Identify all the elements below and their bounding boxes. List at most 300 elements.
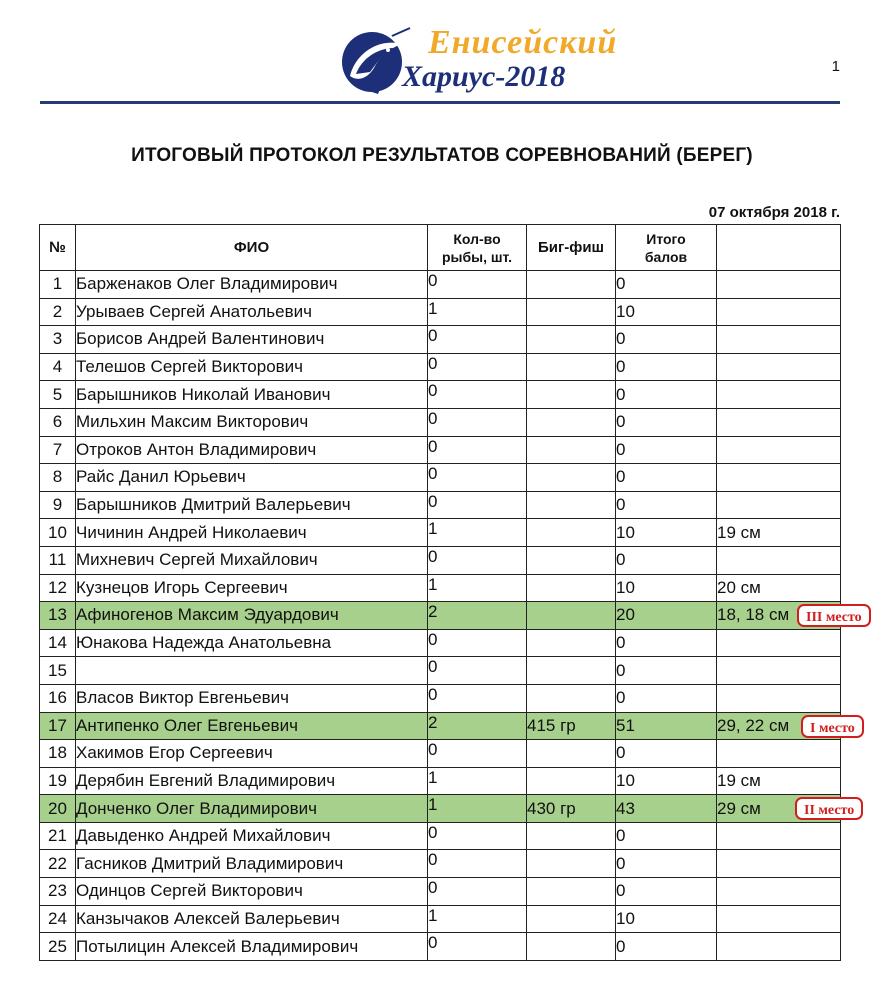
col-header-num: № (40, 225, 76, 271)
total-points-text: 0 (616, 936, 626, 956)
bigfish-weight (527, 464, 616, 492)
total-points-text: 0 (616, 274, 626, 294)
fish-count (428, 298, 527, 326)
participant-name (76, 657, 428, 685)
total-points-text: 10 (616, 522, 635, 542)
row-num-text: 12 (48, 577, 67, 597)
row-num (40, 602, 76, 630)
row-num (40, 326, 76, 354)
fish-count-text: 0 (428, 684, 438, 704)
fish-count (428, 408, 527, 436)
bigfish-weight (527, 905, 616, 933)
fish-sizes-text: 20 см (717, 577, 761, 597)
table-row (40, 436, 841, 464)
participant-name-text: Афиногенов Максим Эдуардович (76, 605, 339, 625)
row-num (40, 381, 76, 409)
bigfish-weight (527, 381, 616, 409)
fish-count (428, 546, 527, 574)
col-header-bigfish: Биг-фиш (527, 225, 616, 271)
table-row (40, 712, 841, 740)
fish-count-text: 1 (428, 767, 438, 787)
table-row (40, 464, 841, 492)
fish-sizes (717, 629, 841, 657)
place-badge: I место (801, 715, 864, 738)
participant-name (76, 629, 428, 657)
row-num-text: 5 (52, 384, 63, 404)
participant-name-text: Давыденко Андрей Михайлович (76, 826, 331, 846)
bigfish-weight (527, 519, 616, 547)
fish-sizes (717, 740, 841, 768)
fish-sizes-text: 29 см (717, 798, 761, 818)
fish-count-text: 0 (428, 933, 438, 953)
table-row (40, 657, 841, 685)
fish-sizes-text: 29, 22 см (717, 715, 790, 735)
total-points-text: 0 (616, 743, 626, 763)
total-points-text: 0 (616, 439, 626, 459)
participant-name-text: Канзычаков Алексей Валерьевич (76, 908, 340, 928)
fish-count-text: 0 (428, 822, 438, 842)
participant-name (76, 381, 428, 409)
participant-name (76, 684, 428, 712)
total-points-text: 0 (616, 633, 626, 653)
fish-count-text: 1 (428, 795, 438, 815)
fish-sizes-text: 18, 18 см (717, 605, 790, 625)
participant-name-text: Чичинин Андрей Николаевич (76, 522, 307, 542)
total-points-text: 0 (616, 384, 626, 404)
row-num (40, 850, 76, 878)
table-row (40, 684, 841, 712)
fish-count (428, 491, 527, 519)
row-num-text: 11 (48, 550, 67, 570)
fish-count-text: 2 (428, 712, 438, 732)
row-num (40, 574, 76, 602)
row-num-text: 3 (52, 329, 63, 349)
place-badge: III место (797, 604, 871, 627)
row-num-text: 1 (52, 274, 63, 294)
fish-count-text: 0 (428, 436, 438, 456)
participant-name (76, 933, 428, 961)
table-row (40, 767, 841, 795)
table-row (40, 353, 841, 381)
fish-count (428, 712, 527, 740)
table-header-row (40, 225, 841, 271)
participant-name (76, 326, 428, 354)
bigfish-weight (527, 657, 616, 685)
bigfish-weight (527, 712, 616, 740)
row-num-text: 10 (48, 522, 67, 542)
results-table (39, 224, 862, 961)
table-row (40, 519, 841, 547)
row-num-text: 20 (48, 798, 67, 818)
fish-count-text: 0 (428, 657, 438, 677)
participant-name-text: Кузнецов Игорь Сергеевич (76, 577, 288, 597)
participant-name-text: Гасников Дмитрий Владимирович (76, 853, 344, 873)
col-header-total-line1: Итого (646, 230, 686, 247)
total-points-text: 10 (616, 301, 635, 321)
row-num-text: 2 (52, 301, 63, 321)
row-num (40, 712, 76, 740)
total-points-text: 10 (616, 770, 635, 790)
total-points-text: 0 (616, 495, 626, 515)
col-header-count-line2: рыбы, шт. (441, 248, 513, 265)
fish-count-text: 0 (428, 491, 438, 511)
total-points (616, 878, 717, 906)
fish-sizes (717, 933, 841, 961)
fish-sizes (717, 436, 841, 464)
bigfish-weight (527, 353, 616, 381)
row-num (40, 408, 76, 436)
participant-name (76, 905, 428, 933)
fish-count (428, 574, 527, 602)
row-num (40, 519, 76, 547)
table-row (40, 408, 841, 436)
table-row (40, 850, 841, 878)
total-points (616, 905, 717, 933)
participant-name-text: Донченко Олег Владимирович (76, 798, 317, 818)
participant-name (76, 878, 428, 906)
col-header-total-line2: балов (644, 248, 688, 265)
table-row (40, 491, 841, 519)
total-points (616, 822, 717, 850)
total-points (616, 491, 717, 519)
fish-count-text: 0 (428, 326, 438, 346)
total-points-text: 0 (616, 550, 626, 570)
participant-name-text: Потылицин Алексей Владимирович (76, 936, 359, 956)
row-num (40, 271, 76, 299)
fish-count-text: 1 (428, 905, 438, 925)
fish-count (428, 381, 527, 409)
participant-name (76, 298, 428, 326)
fish-count-text: 0 (428, 629, 438, 649)
fish-sizes (717, 767, 841, 795)
participant-name-text: Одинцов Сергей Викторович (76, 881, 303, 901)
total-points (616, 933, 717, 961)
fish-count (428, 519, 527, 547)
fish-count (428, 933, 527, 961)
row-num (40, 657, 76, 685)
fish-count-text: 1 (428, 298, 438, 318)
row-num-text: 7 (52, 439, 63, 459)
fish-count (428, 850, 527, 878)
fish-count-text: 0 (428, 740, 438, 760)
fish-sizes (717, 408, 841, 436)
total-points-text: 20 (616, 605, 635, 625)
row-num (40, 436, 76, 464)
participant-name (76, 712, 428, 740)
row-num (40, 464, 76, 492)
logo-line-1: Енисейский (428, 24, 618, 61)
table-row (40, 271, 841, 299)
fish-sizes (717, 298, 841, 326)
fish-sizes (717, 271, 841, 299)
bigfish-weight (527, 602, 616, 630)
protocol-date: 07 октября 2018 г. (708, 204, 840, 221)
participant-name-text: Урываев Сергей Анатольевич (76, 301, 312, 321)
total-points (616, 408, 717, 436)
fish-sizes (717, 795, 855, 823)
participant-name-text: Дерябин Евгений Владимирович (76, 770, 336, 790)
total-points (616, 767, 717, 795)
fish-count-text: 1 (428, 519, 438, 539)
participant-name (76, 353, 428, 381)
bigfish-weight (527, 574, 616, 602)
row-num (40, 933, 76, 961)
fish-count (428, 271, 527, 299)
fish-count (428, 602, 527, 630)
fish-count (428, 464, 527, 492)
participant-name-text: Антипенко Олег Евгеньевич (76, 715, 298, 735)
fish-sizes (717, 519, 841, 547)
participant-name-text: Власов Виктор Евгеньевич (76, 688, 290, 708)
row-num-text: 14 (48, 633, 67, 653)
total-points (616, 602, 717, 630)
total-points-text: 0 (616, 688, 626, 708)
col-header-total (616, 225, 717, 271)
row-num-text: 16 (48, 688, 67, 708)
participant-name-text: Райс Данил Юрьевич (76, 467, 246, 487)
table-row (40, 629, 841, 657)
total-points (616, 795, 717, 823)
fish-sizes (717, 684, 841, 712)
total-points (616, 574, 717, 602)
participant-name (76, 850, 428, 878)
row-num-text: 6 (52, 412, 63, 432)
table-row (40, 546, 841, 574)
row-num-text: 23 (48, 881, 67, 901)
fish-count (428, 326, 527, 354)
logo-line-2: Хариус-2018 (402, 60, 566, 93)
table-row (40, 905, 841, 933)
total-points-text: 0 (616, 660, 626, 680)
row-num (40, 905, 76, 933)
total-points (616, 298, 717, 326)
row-num-text: 19 (48, 770, 67, 790)
row-num (40, 546, 76, 574)
row-num (40, 740, 76, 768)
row-num-text: 9 (52, 495, 63, 515)
table-row (40, 326, 841, 354)
fish-count-text: 0 (428, 850, 438, 870)
bigfish-weight (527, 933, 616, 961)
participant-name (76, 436, 428, 464)
bigfish-weight (527, 546, 616, 574)
fish-sizes (717, 326, 841, 354)
total-points (616, 740, 717, 768)
place-badge: II место (795, 797, 863, 820)
fish-sizes (717, 905, 841, 933)
page-title: ИТОГОВЫЙ ПРОТОКОЛ РЕЗУЛЬТАТОВ СОРЕВНОВАНИЙ (БЕРЕГ) (131, 145, 753, 166)
row-num (40, 878, 76, 906)
col-header-extra (717, 225, 841, 271)
total-points-text: 51 (616, 715, 635, 735)
participant-name-text: Юнакова Надежда Анатольевна (76, 633, 332, 653)
bigfish-weight (527, 822, 616, 850)
total-points-text: 0 (616, 329, 626, 349)
total-points (616, 850, 717, 878)
fish-sizes (717, 657, 841, 685)
fish-count (428, 795, 527, 823)
fish-count (428, 767, 527, 795)
fish-count (428, 878, 527, 906)
total-points-text: 0 (616, 357, 626, 377)
row-num (40, 629, 76, 657)
fish-sizes (717, 602, 862, 630)
total-points-text: 0 (616, 881, 626, 901)
fish-sizes (717, 712, 855, 740)
row-num-text: 22 (48, 853, 67, 873)
row-num-text: 25 (48, 936, 67, 956)
participant-name-text: Хакимов Егор Сергеевич (76, 743, 273, 763)
bigfish-weight-text: 430 гр (527, 798, 576, 818)
bigfish-weight (527, 850, 616, 878)
col-header-count-line1: Кол-во (453, 230, 501, 247)
fish-count (428, 822, 527, 850)
row-num-text: 4 (52, 357, 63, 377)
participant-name (76, 767, 428, 795)
total-points (616, 271, 717, 299)
row-num-text: 8 (52, 467, 63, 487)
participant-name (76, 546, 428, 574)
fish-sizes-text: 19 см (717, 522, 761, 542)
row-num (40, 767, 76, 795)
participant-name-text: Отроков Антон Владимирович (76, 439, 317, 459)
fish-sizes-text: 19 см (717, 770, 761, 790)
table-row (40, 298, 841, 326)
table-row (40, 602, 841, 630)
fish-sizes (717, 464, 841, 492)
bigfish-weight (527, 491, 616, 519)
row-num (40, 298, 76, 326)
col-header-name: ФИО (76, 225, 428, 271)
row-num (40, 822, 76, 850)
table-row (40, 933, 841, 961)
row-num (40, 684, 76, 712)
row-num-text: 17 (48, 715, 67, 735)
row-num (40, 491, 76, 519)
total-points-text: 0 (616, 826, 626, 846)
fish-sizes (717, 353, 841, 381)
table-row (40, 878, 841, 906)
table-row (40, 795, 841, 823)
fish-count-text: 0 (428, 353, 438, 373)
participant-name-text: Борисов Андрей Валентинович (76, 329, 325, 349)
total-points (616, 657, 717, 685)
total-points (616, 381, 717, 409)
fish-count-text: 0 (428, 381, 438, 401)
fish-sizes (717, 574, 841, 602)
total-points-text: 0 (616, 467, 626, 487)
header-divider (40, 101, 840, 104)
total-points (616, 519, 717, 547)
total-points-text: 0 (616, 853, 626, 873)
participant-name (76, 795, 428, 823)
table-row (40, 740, 841, 768)
participant-name-text: Барышников Дмитрий Валерьевич (76, 495, 351, 515)
col-header-count (428, 225, 527, 271)
row-num-text: 18 (48, 743, 67, 763)
event-logo (336, 22, 616, 100)
bigfish-weight (527, 878, 616, 906)
total-points (616, 629, 717, 657)
bigfish-weight (527, 271, 616, 299)
total-points-text: 10 (616, 577, 635, 597)
participant-name (76, 408, 428, 436)
fish-count (428, 436, 527, 464)
fish-count (428, 353, 527, 381)
fish-count-text: 0 (428, 408, 438, 428)
bigfish-weight (527, 326, 616, 354)
total-points (616, 684, 717, 712)
row-num (40, 795, 76, 823)
fish-count (428, 629, 527, 657)
fish-sizes (717, 546, 841, 574)
participant-name (76, 822, 428, 850)
total-points (616, 436, 717, 464)
table-row (40, 822, 841, 850)
table-row (40, 381, 841, 409)
participant-name (76, 519, 428, 547)
fish-sizes (717, 878, 841, 906)
page-number: 1 (831, 58, 840, 75)
table-row (40, 574, 841, 602)
fish-sizes (717, 850, 841, 878)
total-points-text: 0 (616, 412, 626, 432)
bigfish-weight (527, 767, 616, 795)
row-num-text: 24 (48, 908, 67, 928)
row-num-text: 13 (48, 605, 67, 625)
bigfish-weight (527, 740, 616, 768)
participant-name-text: Барженаков Олег Владимирович (76, 274, 338, 294)
participant-name-text: Мильхин Максим Викторович (76, 412, 309, 432)
total-points-text: 43 (616, 798, 635, 818)
bigfish-weight (527, 298, 616, 326)
fish-count (428, 684, 527, 712)
fish-sizes (717, 381, 841, 409)
fish-count (428, 740, 527, 768)
participant-name (76, 271, 428, 299)
participant-name-text: Барышников Николай Иванович (76, 384, 331, 404)
fish-count-text: 0 (428, 271, 438, 290)
total-points-text: 10 (616, 908, 635, 928)
total-points (616, 712, 717, 740)
fish-sizes (717, 822, 841, 850)
participant-name (76, 602, 428, 630)
row-num-text: 15 (48, 660, 67, 680)
fish-count-text: 0 (428, 464, 438, 484)
fish-count-text: 1 (428, 574, 438, 594)
row-num (40, 353, 76, 381)
bigfish-weight (527, 629, 616, 657)
participant-name (76, 491, 428, 519)
bigfish-weight (527, 436, 616, 464)
total-points (616, 326, 717, 354)
bigfish-weight (527, 684, 616, 712)
participant-name (76, 464, 428, 492)
participant-name (76, 740, 428, 768)
participant-name-text: Михневич Сергей Михайлович (76, 550, 318, 570)
bigfish-weight (527, 795, 616, 823)
participant-name (76, 574, 428, 602)
fish-count (428, 657, 527, 685)
fish-count-text: 0 (428, 878, 438, 898)
total-points (616, 546, 717, 574)
row-num-text: 21 (48, 826, 67, 846)
bigfish-weight-text: 415 гр (527, 715, 576, 735)
total-points (616, 353, 717, 381)
bigfish-weight (527, 408, 616, 436)
participant-name-text: Телешов Сергей Викторович (76, 357, 304, 377)
fish-count (428, 905, 527, 933)
